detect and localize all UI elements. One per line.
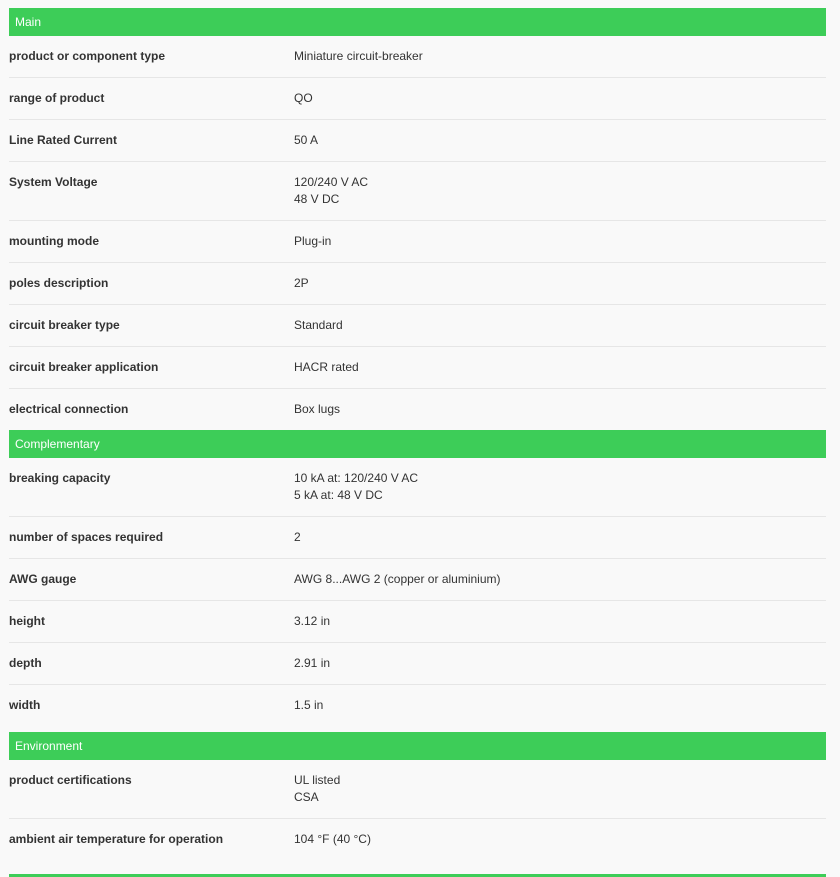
spec-row [9, 458, 826, 517]
spec-row [9, 305, 826, 347]
spec-value-line: Standard [294, 318, 343, 332]
spec-label: product certifications [9, 773, 132, 787]
spec-value-line: 2P [294, 276, 309, 290]
spec-value-line: 50 A [294, 133, 319, 147]
spec-value-line: CSA [294, 790, 319, 804]
spec-section-main [9, 8, 826, 430]
spec-value-line: 1.5 in [294, 698, 324, 712]
spec-value-line: 3.12 in [294, 614, 331, 628]
spec-label: Line Rated Current [9, 133, 118, 147]
section-header: Environment [9, 732, 826, 760]
spec-row [9, 347, 826, 389]
spec-value-line: 48 V DC [294, 192, 340, 206]
spec-label: System Voltage [9, 175, 98, 189]
spec-value [294, 317, 826, 334]
spec-label: number of spaces required [9, 530, 164, 544]
spec-row [9, 685, 826, 726]
spec-value-line: 104 °F (40 °C) [294, 832, 371, 846]
spec-value-line: Miniature circuit-breaker [294, 49, 423, 63]
spec-row [9, 120, 826, 162]
spec-row [9, 819, 826, 860]
spec-value [294, 174, 826, 208]
spec-value-line: HACR rated [294, 360, 359, 374]
spec-label: poles description [9, 276, 109, 290]
spec-row [9, 162, 826, 221]
spec-label: ambient air temperature for operation [9, 832, 224, 846]
spec-value-line: 120/240 V AC [294, 175, 369, 189]
spec-value [294, 697, 826, 714]
spec-label: range of product [9, 91, 105, 105]
spec-value-line: 10 kA at: 120/240 V AC [294, 471, 419, 485]
spec-row [9, 601, 826, 643]
spec-value-line: AWG 8...AWG 2 (copper or aluminium) [294, 572, 501, 586]
spec-section-environment [9, 732, 826, 860]
spec-row [9, 78, 826, 120]
spec-value [294, 90, 826, 107]
spec-label: electrical connection [9, 402, 129, 416]
section-header: Complementary [9, 430, 826, 458]
spec-label: circuit breaker application [9, 360, 159, 374]
spec-value-line: Plug-in [294, 234, 332, 248]
spec-value [294, 571, 826, 588]
spec-label: height [9, 614, 45, 628]
spec-row [9, 760, 826, 819]
spec-value [294, 831, 826, 848]
spec-row [9, 263, 826, 305]
spec-label: depth [9, 656, 42, 670]
spec-value [294, 275, 826, 292]
spec-value-line: QO [294, 91, 313, 105]
spec-value-line: 2.91 in [294, 656, 331, 670]
spec-value-line: Box lugs [294, 402, 341, 416]
spec-value [294, 772, 826, 806]
spec-row [9, 643, 826, 685]
spec-value-line: UL listed [294, 773, 341, 787]
spec-row [9, 389, 826, 430]
spec-section-complementary [9, 430, 826, 726]
spec-value [294, 233, 826, 250]
spec-label: AWG gauge [9, 572, 77, 586]
spec-label: mounting mode [9, 234, 99, 248]
spec-value [294, 359, 826, 376]
spec-value [294, 655, 826, 672]
spec-row [9, 36, 826, 78]
spec-row [9, 517, 826, 559]
spec-label: product or component type [9, 49, 165, 63]
spec-value [294, 613, 826, 630]
spec-value [294, 132, 826, 149]
spec-label: breaking capacity [9, 471, 111, 485]
spec-value [294, 48, 826, 65]
spec-value-line: 2 [294, 530, 301, 544]
spec-value [294, 470, 826, 504]
spec-value-line: 5 kA at: 48 V DC [294, 488, 383, 502]
spec-label: circuit breaker type [9, 318, 120, 332]
spec-row [9, 221, 826, 263]
spec-value [294, 401, 826, 418]
spec-label: width [9, 698, 41, 712]
section-header: Main [9, 8, 826, 36]
spec-row [9, 559, 826, 601]
spec-value [294, 529, 826, 546]
